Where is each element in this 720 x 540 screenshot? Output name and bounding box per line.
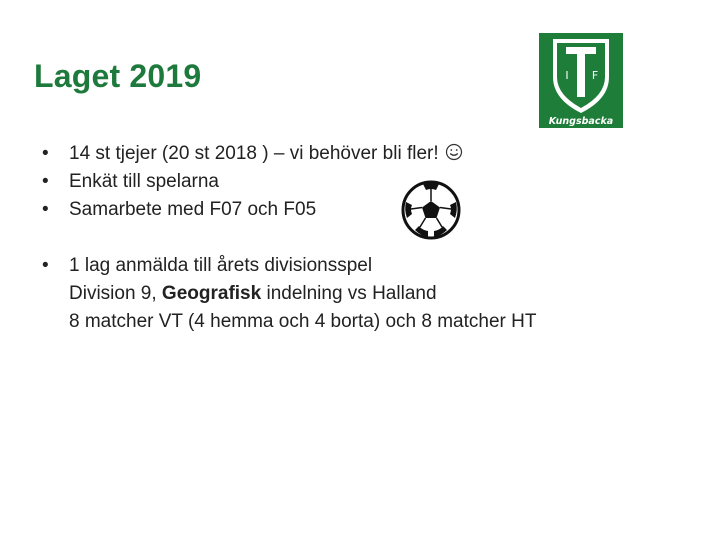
bullet-marker: • [42, 143, 49, 164]
list-gap [30, 224, 690, 252]
bullet-marker: • [42, 199, 49, 220]
svg-text:F: F [591, 69, 599, 82]
svg-text:I: I [565, 69, 569, 82]
ifk-kungsbacka-logo-icon [539, 33, 623, 128]
smiley-icon [445, 143, 463, 161]
bullet-marker: • [42, 255, 49, 276]
bullet-text: 14 st tjejer (20 st 2018 ) – vi behöver bli fler! [69, 143, 439, 164]
continuation-line: 8 matcher VT (4 hemma och 4 borta) och 8 matcher HT [69, 311, 537, 332]
list-item [30, 252, 690, 280]
continuation-line [30, 280, 690, 308]
list-item [30, 168, 690, 196]
bullet-marker: • [42, 171, 49, 192]
bullet-text: Samarbete med F07 och F05 [69, 199, 317, 220]
bullet-text: 1 lag anmälda till årets divisionsspel [69, 255, 373, 276]
bullet-text: Enkät till spelarna [69, 171, 219, 192]
list-item [30, 196, 690, 224]
slide-title: Laget 2019 [34, 58, 202, 94]
bullet-list [30, 140, 690, 336]
continuation-text: indelning vs Halland [261, 283, 437, 304]
continuation-text: Division 9, [69, 283, 162, 304]
logo-text: Kungsbacka [548, 116, 614, 127]
list-item [30, 140, 690, 168]
emphasis-text: Geografisk [161, 283, 262, 304]
